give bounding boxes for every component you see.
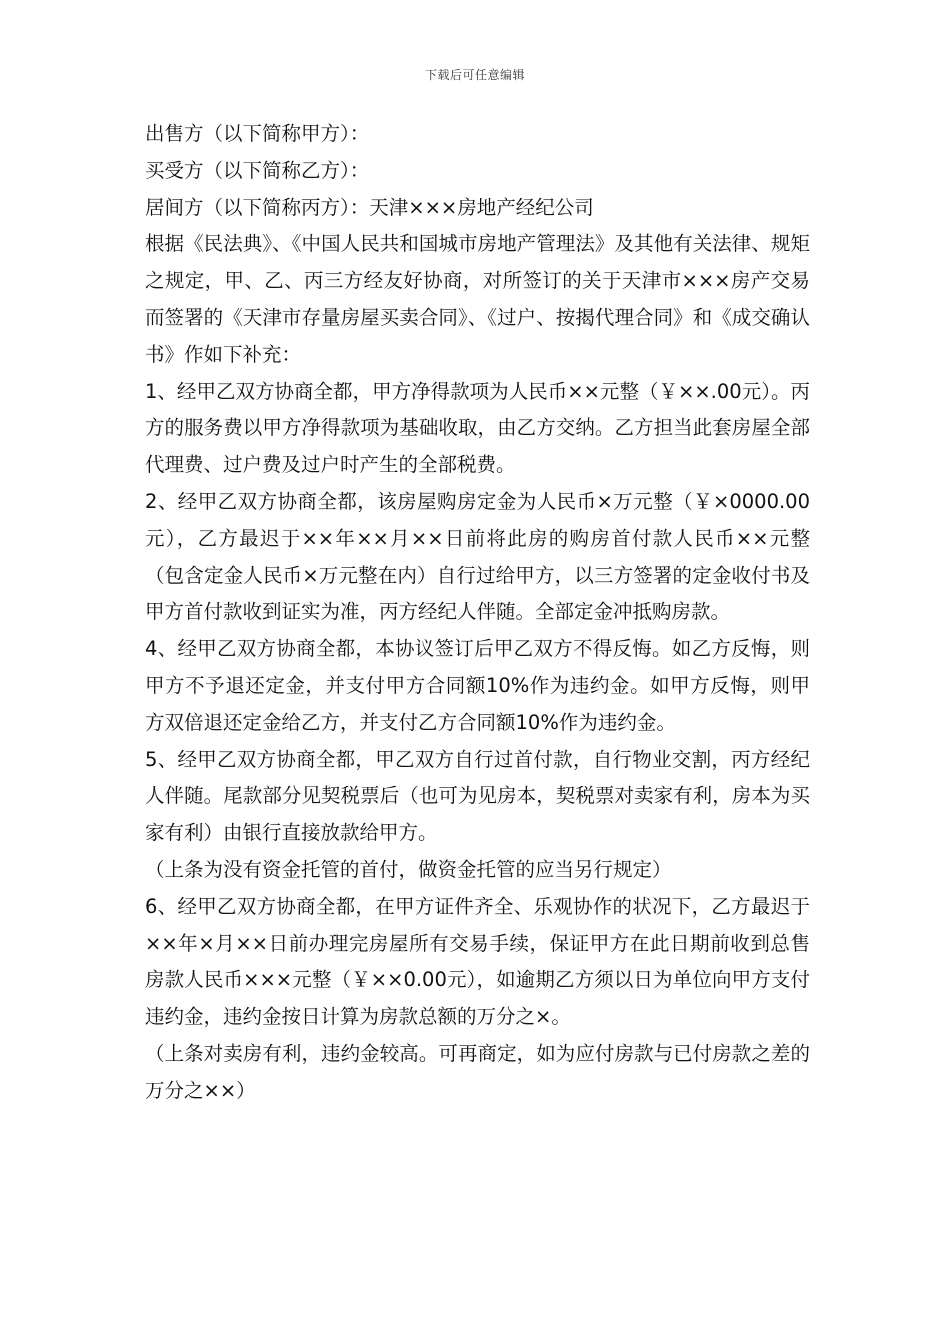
agent-line: 居间方（以下简称丙方）：天津×××房地产经纪公司 [145, 195, 594, 219]
buyer-line: 买受方（以下简称乙方）： [145, 158, 370, 182]
clause-6: 6、经甲乙双方协商全都，在甲方证件齐全、乐观协作的状况下，乙方最迟于××年×月××日前办理完房屋所有交易手续，保证甲方在此日期前收到总售房款人民币×××元整（￥××0.00元），如逾期乙方须以日为单位向甲方支付违约金，违约金按日计算为房款总额的万分之×。 [145, 894, 810, 1029]
clause-2: 2、经甲乙双方协商全都，该房屋购房定金为人民币×万元整（￥×0000.00元），乙方最迟于××年××月××日前将此房的购房首付款人民币××元整（包含定金人民币×万元整在内）自行过给甲方，以三方签署的定金收付书及甲方首付款收到证实为准，丙方经纪人伴随。全部定金冲抵购房款。 [145, 489, 810, 624]
clause-4: 4、经甲乙双方协商全都，本协议签订后甲乙双方不得反悔。如乙方反悔，则甲方不予退还定金，并支付甲方合同额10%作为违约金。如甲方反悔，则甲方双倍退还定金给乙方，并支付乙方合同额10%作为违约金。 [145, 637, 810, 734]
seller-line: 出售方（以下简称甲方）： [145, 122, 370, 145]
clause-6-note: （上条对卖房有利，违约金较高。可再商定，如为应付房款与已付房款之差的万分之××） [145, 1041, 810, 1102]
page-header: 下载后可任意编辑 [424, 68, 525, 82]
preamble-paragraph: 根据《民法典》、《中国人民共和国城市房地产管理法》及其他有关法律、规矩之规定，甲、乙、丙三方经友好协商，对所签订的关于天津市×××房产交易而签署的《天津市存量房屋买卖合同》、《过户、按揭代理合同》和《成交确认书》作如下补充： [145, 232, 810, 366]
document-body [145, 116, 810, 1110]
clause-5: 5、经甲乙双方协商全都，甲乙双方自行过首付款，自行物业交割，丙方经纪人伴随。尾款部分见契税票后（也可为见房本，契税票对卖家有利，房本为买家有利）由银行直接放款给甲方。 [145, 747, 810, 845]
clause-5-note: （上条为没有资金托管的首付，做资金托管的应当另行规定） [145, 857, 672, 881]
clause-1: 1、经甲乙双方协商全都，甲方净得款项为人民币××元整（￥××.00元）。丙方的服务费以甲方净得款项为基础收取，由乙方交纳。乙方担当此套房屋全部代理费、过户费及过户时产生的全部税费。 [145, 379, 810, 477]
